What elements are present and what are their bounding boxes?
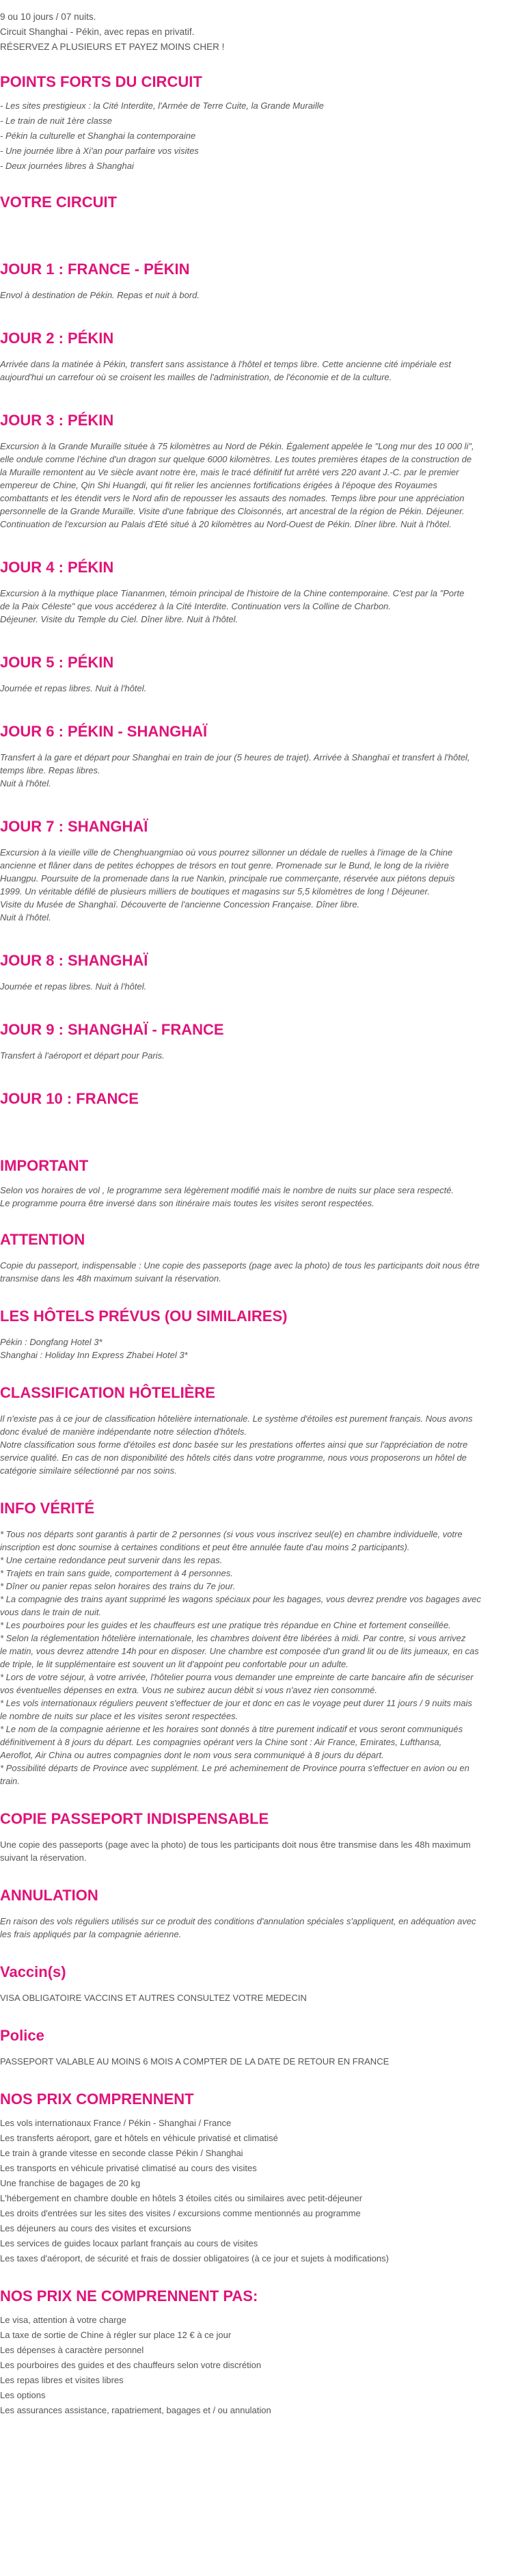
day-description — [0, 751, 518, 790]
list-item: Les droits d'entrées sur les sites des visites / excursions comme mentionnés au programme — [0, 2208, 361, 2218]
day-line: Transfert à l'aéroport et départ pour Paris. — [0, 1050, 165, 1061]
day-title: JOUR 4 : PÉKIN — [0, 559, 114, 576]
police-text — [0, 2055, 518, 2068]
classification-section — [0, 1383, 518, 1477]
day-title: JOUR 3 : PÉKIN — [0, 412, 114, 429]
text-line: * Les pourboires pour les guides et les chauffeurs est une pratique très répandue en Chine et fortement conseillée. — [0, 1620, 451, 1630]
day-line: Visite du Musée de Shanghaï. Découverte de l'ancienne Concession Française. Dîner libre. — [0, 899, 360, 909]
text-line: vos éventuelles dépenses en extra. Vous ne subirez aucun débit si vous n'avez rien consommé. — [0, 1685, 377, 1695]
list-item: Les déjeuners au cours des visites et excursions — [0, 2223, 191, 2233]
text-line: train. — [0, 1776, 20, 1786]
info-verite-text — [0, 1528, 518, 1788]
attention-section — [0, 1230, 518, 1285]
day-line: de la Paix Céleste" que vous accéderez à la Cité Interdite. Continuation vers la Colline de Charbon. — [0, 601, 391, 611]
text-line: Il n'existe pas à ce jour de classification hôtelière internationale. Le système d'étoiles est purement français. Nous avons — [0, 1413, 473, 1424]
police-title: Police — [0, 2027, 44, 2044]
votre-circuit-section — [0, 193, 518, 212]
copie-passeport-text — [0, 1838, 518, 1864]
day-line: Transfert à la gare et départ pour Shanghai en train de jour (5 heures de trajet). Arrivée à Shanghaï et transfert à l'hôtel, — [0, 752, 470, 762]
hotels-text — [0, 1336, 518, 1362]
text-line: * Le nom de la compagnie aérienne et les horaires sont donnés à titre purement indicatif et vous seront communiqués — [0, 1724, 463, 1734]
classification-text — [0, 1412, 518, 1477]
text-line: inscription est donc soumise à certaines conditions et peut être annulée faute d'au moins 2 participants). — [0, 1542, 410, 1552]
list-item: Les repas libres et visites libres — [0, 2375, 124, 2385]
day-line: ancienne et flâner dans de petites échoppes de trésors en tout genre. Promenade sur le Bund, le long de la rivière — [0, 860, 449, 871]
police-section — [0, 2026, 518, 2068]
text-line: Selon vos horaires de vol , le programme sera légèrement modifié mais le nombre de nuits sur place sera respecté. — [0, 1185, 454, 1195]
day-line: 1999. Un véritable défilé de plusieurs milliers de boutiques et magasins sur 5,5 kilomètres de long ! Déjeuner. — [0, 886, 430, 897]
list-item: - Deux journées libres à Shanghai — [0, 161, 134, 171]
day-title: JOUR 6 : PÉKIN - SHANGHAÏ — [0, 723, 208, 740]
intro-circuit: Circuit Shanghai - Pékin, avec repas en privatif. — [0, 27, 195, 37]
points-forts-section — [0, 72, 518, 174]
annulation-title: ANNULATION — [0, 1887, 98, 1904]
day-title: JOUR 9 : SHANGHAÏ - FRANCE — [0, 1021, 224, 1038]
votre-circuit-title: VOTRE CIRCUIT — [0, 194, 118, 211]
text-line: PASSEPORT VALABLE AU MOINS 6 MOIS A COMPTER DE LA DATE DE RETOUR EN FRANCE — [0, 2056, 390, 2067]
prix-ne-comprennent-section — [0, 2287, 518, 2418]
day-title: JOUR 7 : SHANGHAÏ — [0, 818, 148, 835]
text-line: Aeroflot, Air China ou autres compagnies dont le nom vous sera communiqué à 8 jours du départ. — [0, 1750, 384, 1760]
text-line: le matin, vous devrez attendre 14h pour en disposer. Une chambre est composée d'un grand lit ou de lits jumeaux, en cas — [0, 1646, 479, 1656]
text-line: définitivement à 8 jours du départ. Les compagnies opérant vers la Chine sont : Air France, Emirates, Lufthansa, — [0, 1737, 442, 1747]
day-line: la Muraille remontent au Ve siècle avant notre ère, mais le tracé définitif fut arrêté vers 220 avant J.-C. par le premier — [0, 467, 459, 477]
text-line: suivant la réservation. — [0, 1853, 87, 1863]
text-line: le nombre de nuits sur place et les visites seront respectées. — [0, 1711, 238, 1721]
day-description — [0, 846, 518, 924]
text-line: * Lors de votre séjour, à votre arrivée, l'hôtelier pourra vous demander une empreinte de carte bancaire afin de sécuriser — [0, 1672, 474, 1682]
day-line: Arrivée dans la matinée à Pékin, transfert sans assistance à l'hôtel et temps libre. Cette ancienne cité impériale est — [0, 359, 452, 369]
list-item: Les pourboires des guides et des chauffeurs selon votre discrétion — [0, 2360, 262, 2370]
hotels-title: LES HÔTELS PRÉVUS (OU SIMILAIRES) — [0, 1307, 288, 1325]
day-5 — [0, 653, 518, 695]
text-line: * Trajets en train sans guide, comportement à 4 personnes. — [0, 1568, 233, 1578]
text-line: * Tous nos départs sont garantis à partir de 2 personnes (si vous vous inscrivez seul(e) en chambre individuelle, votre — [0, 1529, 463, 1539]
day-8 — [0, 951, 518, 993]
text-line: vous dans le train de nuit. — [0, 1607, 102, 1617]
prix-ne-comprennent-title: NOS PRIX NE COMPRENNENT PAS: — [0, 2287, 258, 2305]
day-title: JOUR 1 : FRANCE - PÉKIN — [0, 261, 190, 278]
day-line: temps libre. Repas libres. — [0, 765, 100, 775]
day-description — [0, 358, 518, 384]
list-item: - Pékin la culturelle et Shanghai la contemporaine — [0, 131, 196, 141]
day-10 — [0, 1089, 518, 1108]
text-line: donc évalué de manière indépendante notre sélection d'hôtels. — [0, 1426, 247, 1437]
day-line: empereur de Chine, Qin Shi Huangdi, qui fit relier les anciennes fortifications érigées à l'époque des Royaumes — [0, 480, 437, 490]
day-6 — [0, 722, 518, 790]
text-line: Shanghai : Holiday Inn Express Zhabei Hotel 3* — [0, 1350, 188, 1360]
day-description — [0, 1049, 518, 1062]
list-item: Les services de guides locaux parlant français au cours de visites — [0, 2238, 258, 2248]
info-verite-section — [0, 1499, 518, 1788]
list-item: Une franchise de bagages de 20 kg — [0, 2178, 141, 2188]
day-4 — [0, 558, 518, 626]
text-line: Le programme pourra être inversé dans son itinéraire mais toutes les visites seront respectées. — [0, 1198, 374, 1208]
list-item: Les transports en véhicule privatisé climatisé au cours des visites — [0, 2163, 257, 2173]
day-description — [0, 682, 518, 695]
day-3 — [0, 411, 518, 531]
list-item: Le visa, attention à votre charge — [0, 2315, 127, 2325]
text-line: transmise dans les 48h maximum suivant la réservation. — [0, 1273, 221, 1284]
day-line: Journée et repas libres. Nuit à l'hôtel. — [0, 683, 147, 693]
day-line: elle ondule comme l'échine d'un dragon sur quelque 6000 kilomètres. Les toutes premières étapes de la construction de — [0, 454, 472, 464]
day-description — [0, 587, 518, 626]
attention-title: ATTENTION — [0, 1231, 85, 1248]
day-line: combattants et les étendit vers le Nord afin de repousser les assauts des nomades. Temps libre pour une appréciation — [0, 493, 465, 503]
list-item: Les taxes d'aéroport, de sécurité et frais de dossier obligatoires (à ce jour et sujets à modifications) — [0, 2253, 389, 2263]
day-title: JOUR 10 : FRANCE — [0, 1090, 139, 1107]
day-line: Excursion à la vieille ville de Chenghuangmiao où vous pourrez sillonner un dédale de ruelles à l'image de la Chine — [0, 847, 453, 858]
text-line: de triple, le lit supplémentaire est souvent un lit d'appoint peu confortable pour un adulte. — [0, 1659, 349, 1669]
annulation-section — [0, 1886, 518, 1941]
list-item: Le train à grande vitesse en seconde classe Pékin / Shanghai — [0, 2148, 243, 2158]
copie-passeport-section — [0, 1809, 518, 1864]
text-line: les frais appliqués par la compagnie aérienne. — [0, 1929, 182, 1939]
day-9 — [0, 1020, 518, 1062]
text-line: Pékin : Dongfang Hotel 3* — [0, 1337, 103, 1347]
day-line: Envol à destination de Pékin. Repas et nuit à bord. — [0, 290, 200, 300]
intro-promo: RÉSERVEZ A PLUSIEURS ET PAYEZ MOINS CHER ! — [0, 42, 225, 52]
vaccins-text — [0, 1991, 518, 2004]
list-item: Les vols internationaux France / Pékin - Shanghai / France — [0, 2118, 232, 2128]
day-title: JOUR 5 : PÉKIN — [0, 654, 114, 671]
text-line: Une copie des passeports (page avec la photo) de tous les participants doit nous être transmise dans les 48h maximum — [0, 1840, 471, 1850]
info-verite-title: INFO VÉRITÉ — [0, 1500, 95, 1517]
text-line: VISA OBLIGATOIRE VACCINS ET AUTRES CONSULTEZ VOTRE MEDECIN — [0, 1993, 307, 2003]
important-title: IMPORTANT — [0, 1157, 89, 1174]
prix-comprennent-list — [0, 2116, 518, 2266]
list-item: - Les sites prestigieux : la Cité Interdite, l'Armée de Terre Cuite, la Grande Muraille — [0, 101, 324, 111]
day-line: Excursion à la mythique place Tiananmen, témoin principal de l'histoire de la Chine contemporaine. C'est par la "Porte — [0, 588, 465, 598]
day-description — [0, 440, 518, 531]
day-line: personnelle de la Grande Muraille. Visite d'une fabrique des Cloisonnés, art ancestral de la région de Pékin. Déjeuner. — [0, 506, 465, 516]
prix-comprennent-title: NOS PRIX COMPRENNENT — [0, 2090, 194, 2108]
important-text — [0, 1184, 518, 1210]
attention-text — [0, 1259, 518, 1285]
day-line: Continuation de l'excursion au Palais d'Eté situé à 20 kilomètres au Nord-Ouest de Pékin. Dîner libre. Nuit à l'hôtel. — [0, 519, 452, 529]
vaccins-section — [0, 1963, 518, 2004]
intro — [0, 10, 518, 55]
list-item: La taxe de sortie de Chine à régler sur place 12 € à ce jour — [0, 2330, 232, 2340]
text-line: * La compagnie des trains ayant supprimé les wagons spéciaux pour les bagages, vous devrez prendre vos bagages avec — [0, 1594, 481, 1604]
hotels-section — [0, 1307, 518, 1362]
intro-duration: 9 ou 10 jours / 07 nuits. — [0, 12, 96, 22]
vaccins-title: Vaccin(s) — [0, 1963, 66, 1980]
day-line: Journée et repas libres. Nuit à l'hôtel. — [0, 981, 147, 992]
day-line: Nuit à l'hôtel. — [0, 778, 51, 788]
list-item: - Une journée libre à Xi'an pour parfaire vos visites — [0, 146, 199, 156]
text-line: En raison des vols réguliers utilisés sur ce produit des conditions d'annulation spéciales s'appliquent, en adéquation avec — [0, 1916, 476, 1926]
list-item: - Le train de nuit 1ère classe — [0, 116, 113, 126]
day-line: aujourd'hui un carrefour où se croisent les mailles de l'administration, de l'économie et de la culture. — [0, 372, 392, 382]
points-forts-title: POINTS FORTS DU CIRCUIT — [0, 73, 202, 90]
day-line: Déjeuner. Visite du Temple du Ciel. Dîner libre. Nuit à l'hôtel. — [0, 614, 238, 624]
list-item: Les transferts aéroport, gare et hôtels en véhicule privatisé et climatisé — [0, 2133, 278, 2143]
list-item: Les assurances assistance, rapatriement, bagages et / ou annulation — [0, 2405, 271, 2415]
day-line: Excursion à la Grande Muraille située à 75 kilomètres au Nord de Pékin. Également appelée le "Long mur des 10 000 li", — [0, 441, 474, 451]
day-title: JOUR 2 : PÉKIN — [0, 330, 114, 347]
annulation-text — [0, 1915, 518, 1941]
important-section — [0, 1156, 518, 1210]
classification-title: CLASSIFICATION HÔTELIÈRE — [0, 1384, 215, 1401]
text-line: * Possibilité départs de Province avec supplément. Le pré acheminement de Province pourra s'effectuer en avion ou en — [0, 1763, 469, 1773]
text-line: service qualité. En cas de non disponibilité des hôtels cités dans votre programme, nous vous proposerons un hôtel de — [0, 1452, 467, 1463]
copie-passeport-title: COPIE PASSEPORT INDISPENSABLE — [0, 1810, 269, 1827]
day-line: Nuit à l'hôtel. — [0, 912, 51, 922]
list-item: L'hébergement en chambre double en hôtels 3 étoiles cités ou similaires avec petit-déjeuner — [0, 2193, 363, 2203]
day-7 — [0, 817, 518, 924]
list-item: Les dépenses à caractère personnel — [0, 2345, 144, 2355]
day-description — [0, 980, 518, 993]
text-line: * Une certaine redondance peut survenir dans les repas. — [0, 1555, 223, 1565]
text-line: Copie du passeport, indispensable : Une copie des passeports (page avec la photo) de tous les participants doit nous être — [0, 1260, 480, 1271]
text-line: * Dîner ou panier repas selon horaires des trains du 7e jour. — [0, 1581, 236, 1591]
day-description — [0, 289, 518, 302]
text-line: * Les vols internationaux réguliers peuvent s'effectuer de jour et donc en cas le voyage peut durer 11 jours / 9 nuits mais — [0, 1698, 472, 1708]
prix-comprennent-section — [0, 2090, 518, 2266]
day-title: JOUR 8 : SHANGHAÏ — [0, 952, 148, 969]
prix-ne-comprennent-list — [0, 2313, 518, 2418]
text-line: catégorie similaire sélectionné par nos soins. — [0, 1465, 177, 1476]
day-2 — [0, 329, 518, 384]
text-line: * Selon la réglementation hôtelière internationale, les chambres doivent être libérées à midi. Par contre, si vous arrivez — [0, 1633, 466, 1643]
text-line: Notre classification sous forme d'étoiles est donc basée sur les prestations offertes ainsi que sur l'appréciation de notre — [0, 1439, 468, 1450]
list-item: Les options — [0, 2390, 46, 2400]
day-line: Huangpu. Poursuite de la promenade dans la rue Nankin, principale rue commerçante, réservée aux piétons depuis — [0, 873, 455, 884]
day-1 — [0, 260, 518, 302]
points-forts-list — [0, 98, 518, 174]
